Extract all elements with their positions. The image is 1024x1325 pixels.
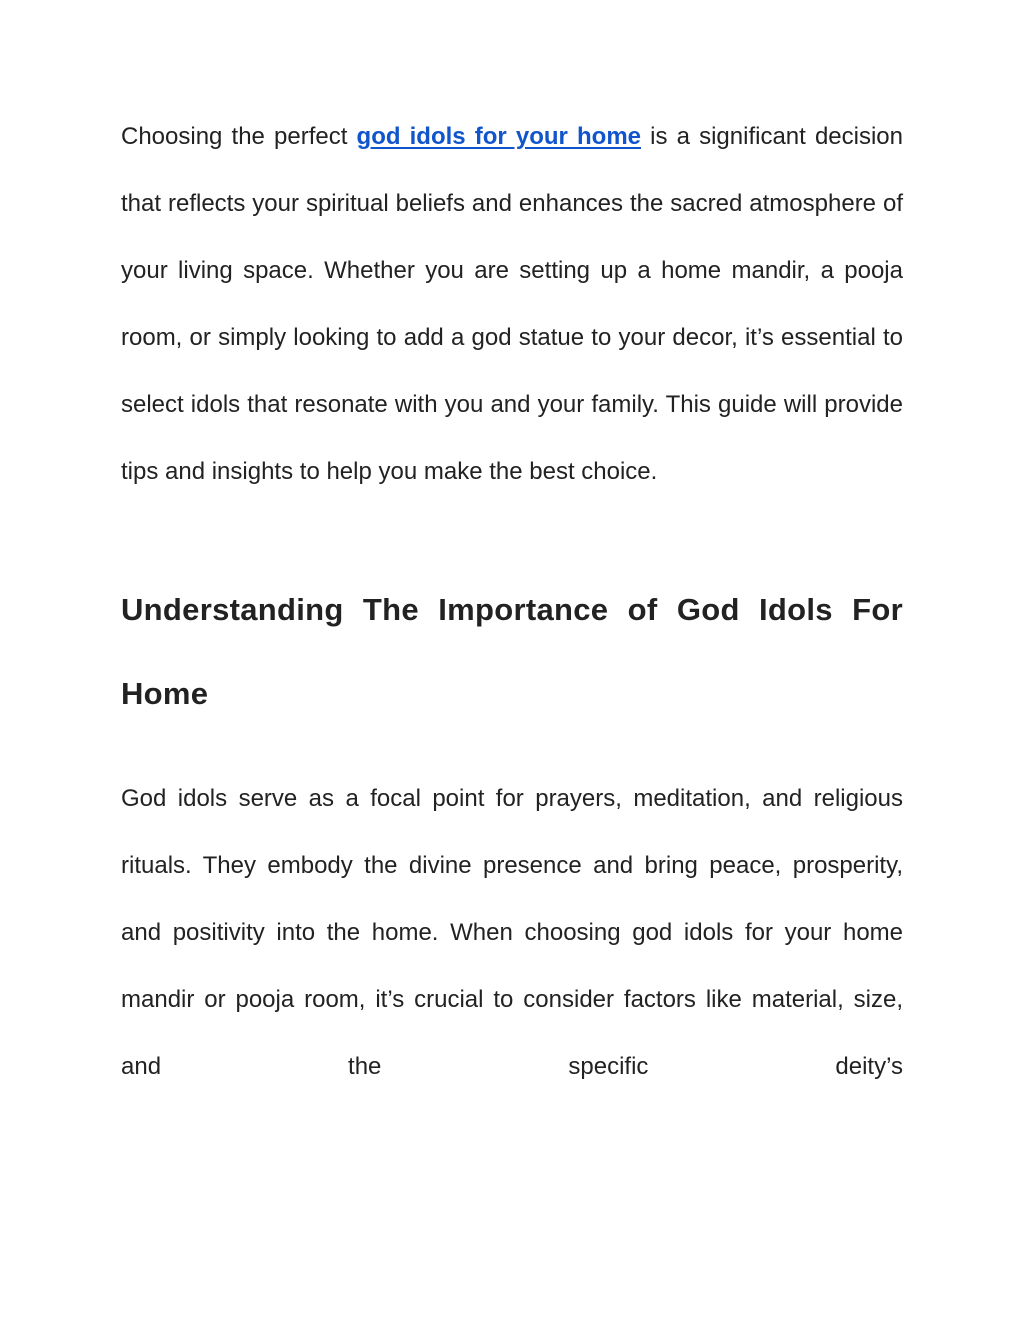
section-paragraph: God idols serve as a focal point for prayers, meditation, and religious rituals. They embody the divine presence and bring peace, prosperity, and positivity into the home. When choosing god idols for your home mandir or pooja room, it’s crucial to consider factors like material, size, and the specific deity’s [121, 785, 903, 1080]
intro-paragraph [121, 103, 903, 505]
intro-text-before-link: Choosing the perfect [121, 123, 357, 150]
intro-text-after-link: is a significant decision that reflects your spiritual beliefs and enhances the sacred atmosphere of your living space. Whether you are setting up a home mandir, a pooja room, or simply looking to add a god statue to your decor, it’s essential to select idols that resonate with you and your family. This guide will provide tips and insights to help you make the best choice. [121, 123, 903, 485]
god-idols-link[interactable]: god idols for your home [356, 123, 642, 150]
section-heading: Understanding The Importance of God Idols For Home [121, 592, 903, 711]
